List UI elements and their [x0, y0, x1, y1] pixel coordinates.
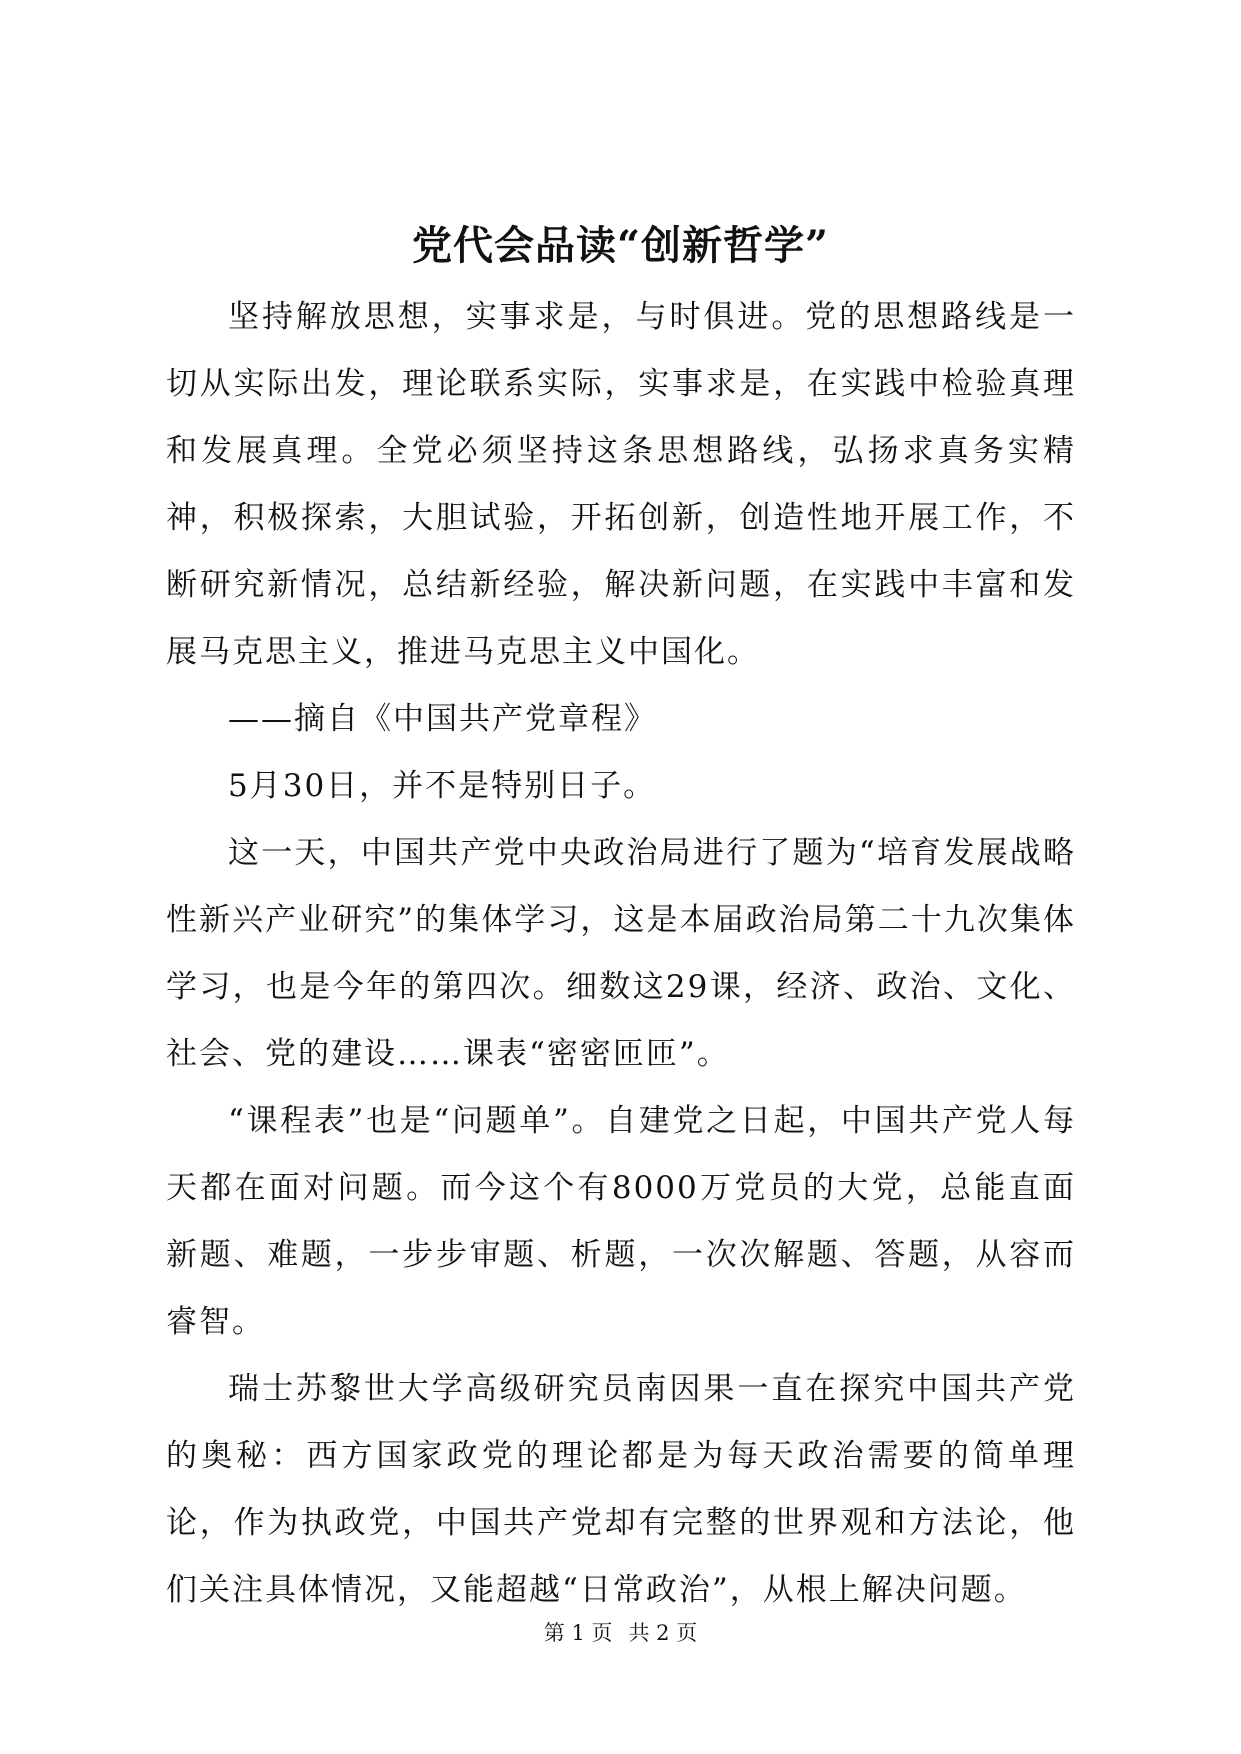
paragraph-4: 这一天，中国共产党中央政治局进行了题为“培育发展战略性新兴产业研究”的集体学习，这是本届政治局第二十九次集体学习，也是今年的第四次。细数这29课，经济、政治、文化、社会、党的建设……课表“密密匝匝”。 — [166, 835, 1076, 1072]
page-number-total: 共 2 页 — [628, 1621, 698, 1645]
paragraph-6: 瑞士苏黎世大学高级研究员南因果一直在探究中国共产党的奥秘：西方国家政党的理论都是为每天政治需要的简单理论，作为执政党，中国共产党却有完整的世界观和方法论，他们关注具体情况，又能超越“日常政治”，从根上解决问题。 — [166, 1371, 1076, 1608]
paragraph-2: ——摘自《中国共产党章程》 — [228, 701, 657, 737]
document-body — [166, 284, 1076, 1624]
document-title: 党代会品读“创新哲学” — [411, 222, 829, 269]
page-number-current: 第 1 页 — [543, 1621, 613, 1645]
paragraph-5: “课程表”也是“问题单”。自建党之日起，中国共产党人每天都在面对问题。而今这个有8000万党员的大党，总能直面新题、难题，一步步审题、析题，一次次解题、答题，从容而睿智。 — [166, 1103, 1076, 1340]
page-footer — [0, 1618, 1241, 1648]
paragraph-1: 坚持解放思想，实事求是，与时俱进。党的思想路线是一切从实际出发，理论联系实际，实事求是，在实践中检验真理和发展真理。全党必须坚持这条思想路线，弘扬求真务实精神，积极探索，大胆试验，开拓创新，创造性地开展工作，不断研究新情况，总结新经验，解决新问题，在实践中丰富和发展马克思主义，推进马克思主义中国化。 — [166, 299, 1076, 670]
paragraph-3: 5月30日，并不是特别日子。 — [228, 768, 657, 804]
